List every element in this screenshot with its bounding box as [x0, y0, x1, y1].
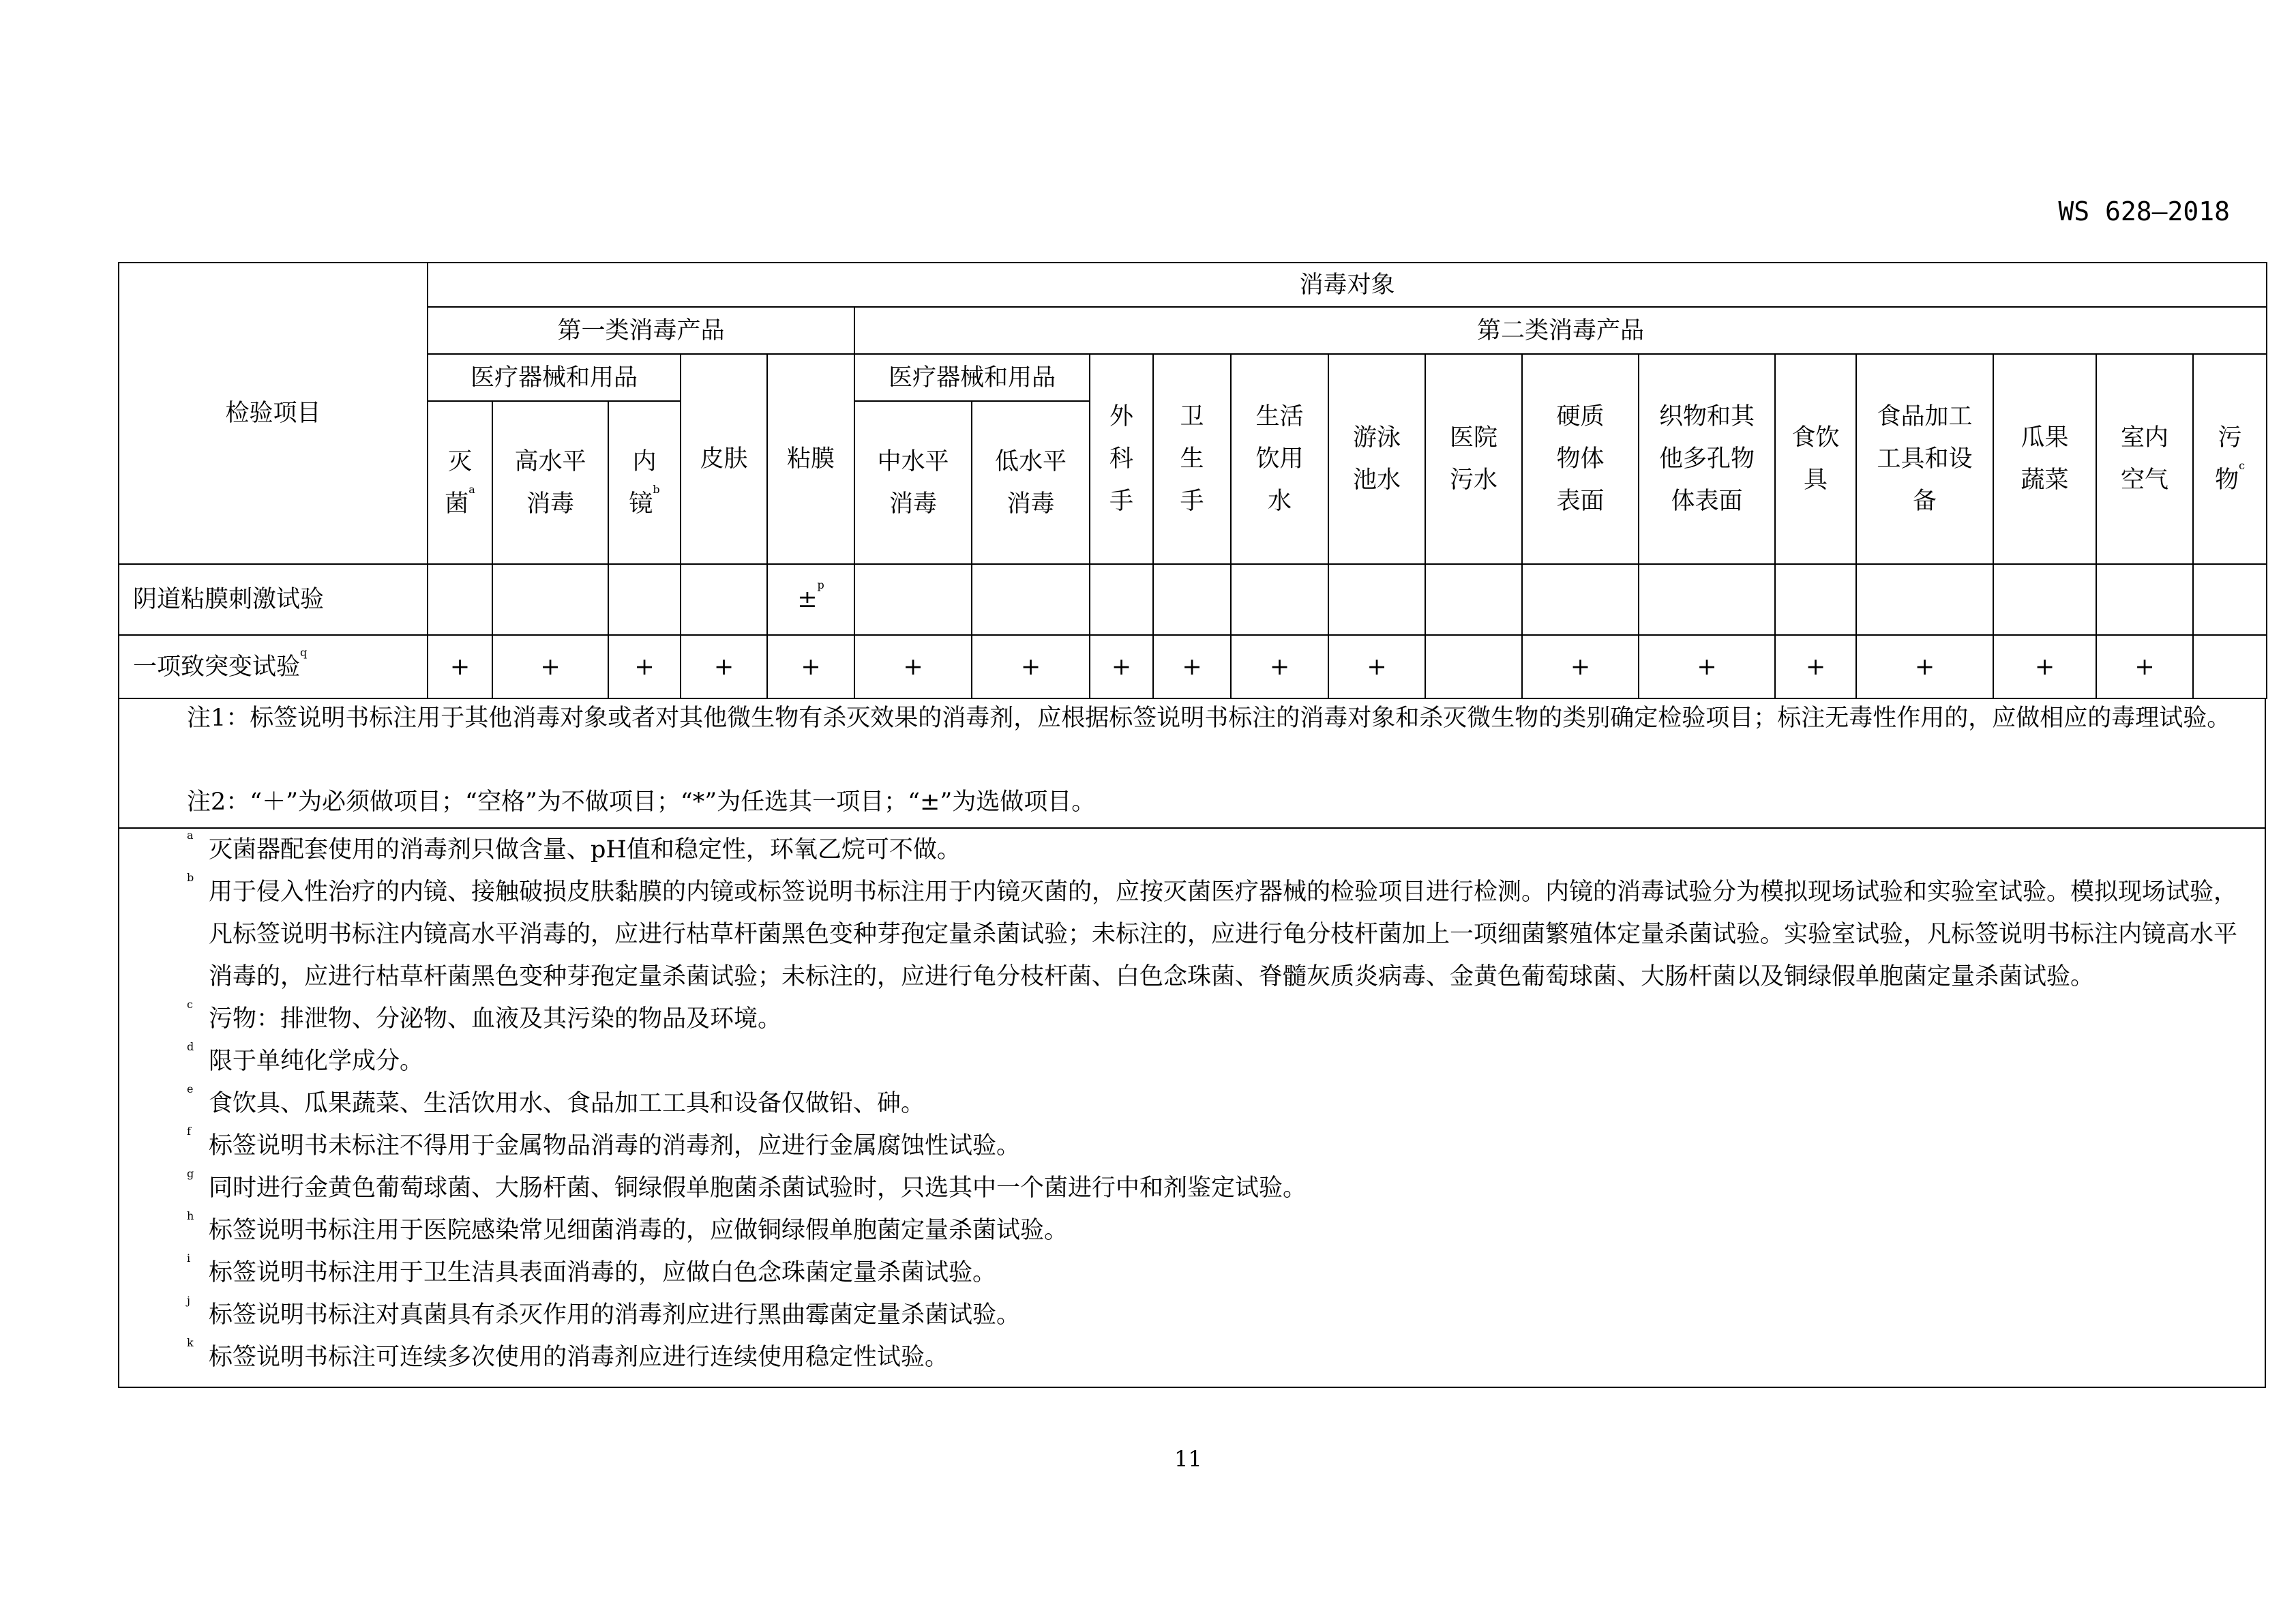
table-cell [1993, 564, 2096, 635]
column-label: 生活 饮用 水 [1255, 403, 1304, 515]
column-label: 皮肤 [700, 445, 748, 473]
cell-value: + [801, 653, 821, 681]
footnote [187, 1252, 2254, 1294]
footnote [187, 1125, 2254, 1167]
footnote [187, 829, 2254, 871]
footnote [187, 1209, 2254, 1252]
column-label: 游泳 池水 [1352, 424, 1401, 494]
footnotes-box [118, 827, 2266, 1388]
footnote-marker: e [187, 1082, 194, 1095]
column-header [1775, 354, 1856, 564]
column-label: 内 镜 [629, 447, 657, 518]
table-cell [1639, 564, 1775, 635]
column-header [972, 401, 1090, 564]
footnote-marker: g [187, 1167, 194, 1180]
column-header [1231, 354, 1328, 564]
footnote-marker: d [187, 1040, 194, 1053]
footnote-marker: f [187, 1125, 191, 1138]
column-label: 灭 菌 [445, 447, 472, 518]
column-label: 污 物 [2215, 424, 2242, 494]
column-header [1993, 354, 2096, 564]
column-label: 医院 污水 [1449, 424, 1497, 494]
column-header [608, 401, 681, 564]
cell-value: + [713, 653, 734, 681]
note-1: 注1：标签说明书标注用于其他消毒对象或者对其他微生物有杀灭效果的消毒剂，应根据标签说明书标注的消毒对象和杀灭微生物的类别确定检验项目；标注无毒性作用的，应做相应的毒理试验。 [187, 705, 2231, 732]
table-cell [2096, 635, 2193, 698]
footnote-text: 标签说明书标注用于医院感染常见细菌消毒的，应做铜绿假单胞菌定量杀菌试验。 [209, 1217, 1069, 1244]
cell-value: + [2134, 653, 2155, 681]
cell-value: + [1805, 653, 1826, 681]
medical-devices-header-2: 医疗器械和用品 [854, 354, 1090, 401]
table-cell [2193, 564, 2267, 635]
table-cell [1231, 564, 1328, 635]
table-cell [1328, 564, 1425, 635]
page-number: 11 [1174, 1446, 1202, 1472]
footnote [187, 1082, 2254, 1125]
footnote-marker: h [187, 1209, 194, 1222]
footnote-text: 标签说明书标注可连续多次使用的消毒剂应进行连续使用稳定性试验。 [209, 1344, 949, 1371]
table-cell [2096, 564, 2193, 635]
note-2: 注2：“＋”为必须做项目；“空格”为不做项目；“*”为任选其一项目；“±”为选做项目。 [187, 788, 1096, 816]
medical-devices-header-1: 医疗器械和用品 [428, 354, 681, 401]
cell-value: + [903, 653, 923, 681]
table-cell [1153, 635, 1231, 698]
footnote [187, 1167, 2254, 1209]
cell-value: + [1111, 653, 1132, 681]
row-header: 检验项目 [119, 263, 428, 564]
footnote-marker: a [187, 829, 194, 842]
cell-value: + [1367, 653, 1387, 681]
footnote [187, 1294, 2254, 1336]
column-label: 食品加工 工具和设 备 [1877, 403, 1973, 515]
cell-value: + [634, 653, 655, 681]
column-label: 室内 空气 [2120, 424, 2168, 494]
column-header [767, 354, 854, 564]
column-label: 粘膜 [786, 445, 835, 473]
table-cell [492, 635, 608, 698]
column-label: 外 科 手 [1109, 403, 1133, 515]
table-cell [1775, 635, 1856, 698]
cell-value: + [1182, 653, 1202, 681]
column-header [428, 401, 492, 564]
table-row [119, 635, 2267, 698]
table-cell [854, 635, 972, 698]
table-cell [1231, 635, 1328, 698]
table-cell [1522, 564, 1639, 635]
column-label: 瓜果 蔬菜 [2021, 424, 2069, 494]
table-cell [1993, 635, 2096, 698]
footnote-text: 标签说明书未标注不得用于金属物品消毒的消毒剂，应进行金属腐蚀性试验。 [209, 1132, 1021, 1160]
footnote-text: 标签说明书标注对真菌具有杀灭作用的消毒剂应进行黑曲霉菌定量杀菌试验。 [209, 1301, 1021, 1329]
table-cell [1856, 635, 1993, 698]
column-header [1856, 354, 1993, 564]
footnote-marker: a [468, 482, 475, 496]
column-header [1639, 354, 1775, 564]
column-label: 高水平 消毒 [514, 447, 586, 518]
table-cell [681, 564, 767, 635]
table-cell [428, 564, 492, 635]
class2-header: 第二类消毒产品 [854, 307, 2267, 354]
footnote-marker: b [187, 871, 194, 884]
column-header [854, 401, 972, 564]
footnote-text: 用于侵入性治疗的内镜、接触破损皮肤黏膜的内镜或标签说明书标注用于内镜灭菌的，应按灭菌医疗器械的检验项目进行检测。内镜的消毒试验分为模拟现场试验和实验室试验。模拟现场试验，凡标签说明书标注内镜高水平消毒的，应进行枯草杆菌黑色变种芽孢定量杀菌试验；未标注的，应进行龟分枝杆菌加上一项细菌繁殖体定量杀菌试验。实验室试验，凡标签说明书标注内镜高水平消毒的，应进行枯草杆菌黑色变种芽孢定量杀菌试验；未标注的，应进行龟分枝杆菌、白色念珠菌、脊髓灰质炎病毒、金黄色葡萄球菌、大肠杆菌以及铜绿假单胞菌定量杀菌试验。 [209, 879, 2238, 990]
column-label: 低水平 消毒 [994, 447, 1067, 518]
test-item-label [119, 564, 428, 635]
notes-box [118, 698, 2266, 829]
cell-value: ± [797, 586, 818, 613]
table-cell [1522, 635, 1639, 698]
cell-value: + [449, 653, 471, 681]
table-cell [1090, 564, 1153, 635]
footnote-text: 限于单纯化学成分。 [209, 1048, 424, 1075]
footnote-marker: c [187, 998, 193, 1011]
standard-number: WS 628—2018 [2058, 196, 2230, 226]
table-cell [1090, 635, 1153, 698]
column-label: 硬质 物体 表面 [1556, 403, 1605, 515]
column-label: 织物和其 他多孔物 体表面 [1658, 403, 1755, 515]
column-label: 中水平 消毒 [877, 447, 949, 518]
table-cell [767, 635, 854, 698]
table-cell [492, 564, 608, 635]
table-cell [2193, 635, 2267, 698]
cell-value: + [1914, 653, 1935, 681]
table-cell [1639, 635, 1775, 698]
column-header [1425, 354, 1522, 564]
cell-value: + [540, 653, 561, 681]
group-disinfection-target: 消毒对象 [428, 263, 2267, 307]
footnote-marker: j [187, 1294, 190, 1307]
test-item-label [119, 635, 428, 698]
footnote-text: 灭菌器配套使用的消毒剂只做含量、pH值和稳定性，环氧乙烷可不做。 [209, 836, 961, 863]
footnote-marker: p [817, 578, 824, 591]
footnote-text: 食饮具、瓜果蔬菜、生活饮用水、食品加工工具和设备仅做铅、砷。 [209, 1090, 925, 1117]
footnote-marker: b [653, 482, 660, 496]
column-header [2096, 354, 2193, 564]
column-label: 卫 生 手 [1180, 403, 1204, 515]
cell-value: + [1020, 653, 1041, 681]
table-cell [1425, 564, 1522, 635]
table-cell [608, 635, 681, 698]
test-item-name: 阴道粘膜刺激试验 [133, 586, 325, 613]
footnote-marker: i [187, 1252, 191, 1265]
table-cell [767, 564, 854, 635]
table-cell [972, 635, 1090, 698]
footnote-marker: k [187, 1336, 194, 1349]
footnote [187, 998, 2254, 1040]
test-items-table [118, 262, 2267, 699]
table-cell [972, 564, 1090, 635]
footnote-text: 污物：排泄物、分泌物、血液及其污染的物品及环境。 [209, 1005, 782, 1033]
column-header [1153, 354, 1231, 564]
table-cell [1775, 564, 1856, 635]
column-header [681, 354, 767, 564]
table-cell [854, 564, 972, 635]
table-cell [1328, 635, 1425, 698]
column-header [492, 401, 608, 564]
table-cell [1856, 564, 1993, 635]
column-header [1328, 354, 1425, 564]
cell-value: + [1269, 653, 1290, 681]
table-cell [1425, 635, 1522, 698]
table-cell [608, 564, 681, 635]
column-header [2193, 354, 2267, 564]
test-item-name: 一项致突变试验 [133, 653, 301, 681]
footnote-text: 同时进行金黄色葡萄球菌、大肠杆菌、铜绿假单胞菌杀菌试验时，只选其中一个菌进行中和剂鉴定试验。 [209, 1175, 1307, 1202]
footnote [187, 871, 2254, 998]
footnote [187, 1336, 2254, 1378]
footnote [187, 1040, 2254, 1082]
cell-value: + [1570, 653, 1591, 681]
footnote-text: 标签说明书标注用于卫生洁具表面消毒的，应做白色念珠菌定量杀菌试验。 [209, 1259, 997, 1286]
cell-value: + [1697, 653, 1717, 681]
footnote-marker: q [300, 645, 308, 659]
table-cell [428, 635, 492, 698]
cell-value: + [2034, 653, 2055, 681]
footnote-marker: c [2239, 459, 2246, 472]
column-label: 食饮 具 [1791, 424, 1840, 494]
class1-header: 第一类消毒产品 [428, 307, 854, 354]
column-header [1090, 354, 1153, 564]
table-cell [1153, 564, 1231, 635]
table-cell [681, 635, 767, 698]
column-header [1522, 354, 1639, 564]
table-row [119, 564, 2267, 635]
